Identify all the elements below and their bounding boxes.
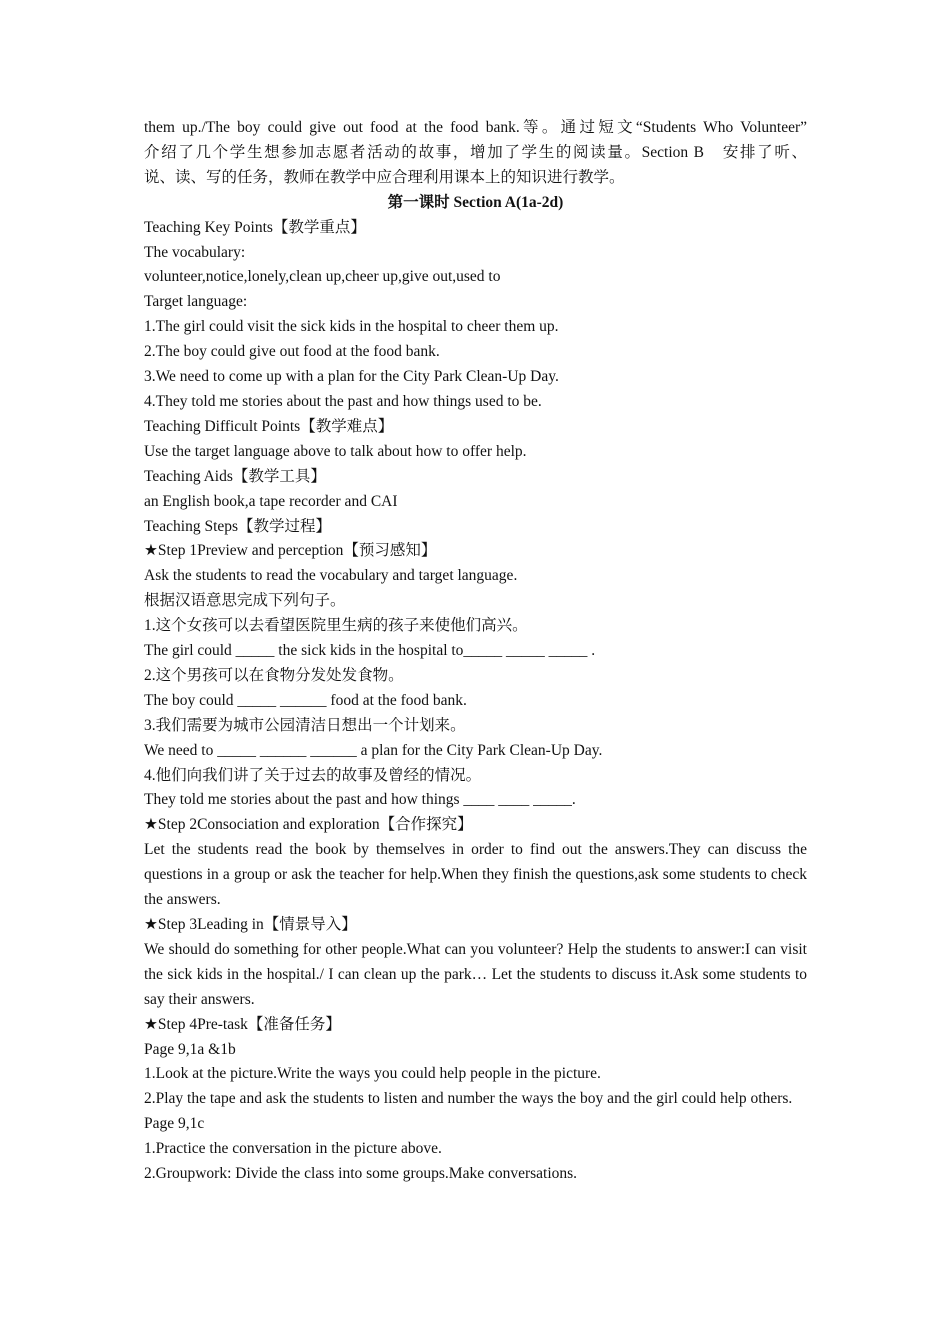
exercise-en: The boy could _____ ______ food at the food bank. [144, 691, 467, 709]
difficult-heading: Teaching Difficult Points【教学难点】 [144, 417, 394, 435]
exercise-en: We need to _____ ______ ______ a plan for the City Park Clean-Up Day. [144, 741, 603, 759]
difficult-text: Use the target language above to talk about how to offer help. [144, 442, 527, 460]
target-sentence: 3.We need to come up with a plan for the City Park Clean-Up Day. [144, 368, 559, 386]
exercise-cn: 1.这个女孩可以去看望医院里生病的孩子来使他们高兴。 [144, 617, 528, 635]
exercise-cn: 3.我们需要为城市公园清洁日想出一个计划来。 [144, 716, 466, 734]
intro-line-2: 介绍了几个学生想参加志愿者活动的故事，增加了学生的阅读量。Section B 安排了听、 [144, 143, 807, 161]
step3-heading: ★Step 3Leading in【情景导入】 [144, 916, 357, 933]
lesson-title: 第一课时 Section A(1a-2d) [387, 193, 564, 211]
task-1c-2: 2.Groupwork: Divide the class into some groups.Make conversations. [144, 1165, 578, 1183]
target-heading: Target language: [144, 293, 248, 311]
page-ref-1ab: Page 9,1a &1b [144, 1040, 236, 1058]
vocab-heading: The vocabulary: [144, 243, 246, 261]
target-sentence: 4.They told me stories about the past and how things used to be. [144, 392, 542, 410]
step3-text: We should do something for other people.What can you volunteer? Help the students to answer:I can visit the sick kids in the hospital./ I can clean up the park… Let the students to discuss it.Ask some students to say their answers. [144, 940, 807, 1008]
exercise-cn: 2.这个男孩可以在食物分发处发食物。 [144, 666, 404, 684]
exercise-cn: 4.他们向我们讲了关于过去的故事及曾经的情况。 [144, 766, 482, 784]
exercise-en: They told me stories about the past and how things ____ ____ _____. [144, 791, 576, 809]
exercise-en: The girl could _____ the sick kids in the hospital to_____ _____ _____ . [144, 642, 596, 660]
intro-line-1: them up./The boy could give out food at the food bank.等。通过短文“Students Who Volunteer” [144, 119, 807, 136]
steps-heading: Teaching Steps【教学过程】 [144, 517, 332, 535]
key-points-heading: Teaching Key Points【教学重点】 [144, 218, 366, 236]
step1-task: 根据汉语意思完成下列句子。 [144, 592, 346, 610]
step4-heading: ★Step 4Pre-task【准备任务】 [144, 1015, 341, 1033]
step1-heading: ★Step 1Preview and perception【预习感知】 [144, 542, 437, 560]
step2-heading: ★Step 2Consociation and exploration【合作探究】 [144, 816, 473, 834]
document-page [144, 116, 807, 1187]
aids-heading: Teaching Aids【教学工具】 [144, 467, 326, 485]
intro-line-3: 说、读、写的任务，教师在教学中应合理利用课本上的知识进行教学。 [144, 168, 625, 186]
task-1a: 1.Look at the picture.Write the ways you could help people in the picture. [144, 1065, 601, 1083]
vocab-list: volunteer,notice,lonely,clean up,cheer up,give out,used to [144, 268, 501, 286]
aids-text: an English book,a tape recorder and CAI [144, 492, 398, 510]
task-1b: 2.Play the tape and ask the students to listen and number the ways the boy and the girl could help others. [144, 1090, 793, 1108]
task-1c-1: 1.Practice the conversation in the picture above. [144, 1140, 442, 1158]
step1-instruction: Ask the students to read the vocabulary and target language. [144, 567, 518, 585]
target-sentence: 1.The girl could visit the sick kids in the hospital to cheer them up. [144, 318, 559, 336]
target-sentence: 2.The boy could give out food at the food bank. [144, 343, 440, 361]
page-ref-1c: Page 9,1c [144, 1115, 205, 1133]
step2-text: Let the students read the book by themselves in order to find out the answers.They can discuss the questions in a group or ask the teacher for help.When they finish the questions,ask some students to check the answers. [144, 841, 807, 909]
